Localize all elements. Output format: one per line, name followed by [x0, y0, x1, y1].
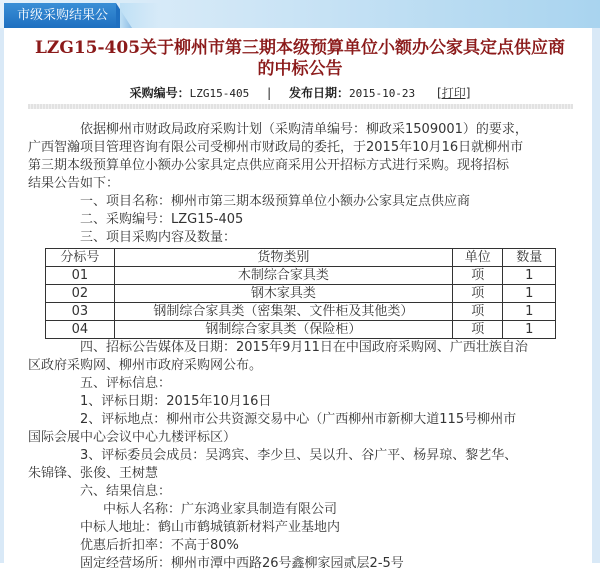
- cell-lot: 02: [46, 285, 115, 303]
- table-row: [46, 267, 556, 285]
- cell-unit: 项: [452, 267, 502, 285]
- table-header-row: [46, 249, 556, 267]
- publish-date-label: 发布日期：: [288, 86, 349, 100]
- fixed-business-site: 固定经营场所：柳州市潭中西路26号鑫柳家园贰层2-5号: [80, 556, 404, 571]
- title-line-1: LZG15-405关于柳州市第三期本级预算单位小额办公家具定点供应商: [34, 38, 566, 58]
- cell-quantity: 1: [503, 267, 556, 285]
- media-line-1: 四、招标公告媒体及日期：2015年9月11日在中国政府采购网、广西壮族自治: [80, 340, 528, 355]
- col-header-quantity: 数量: [503, 249, 556, 267]
- intro-line-3: 第三期本级预算单位小额办公家具定点供应商采用公开招标方式进行采购。现将招标: [28, 158, 510, 173]
- col-header-lot: 分标号: [46, 249, 115, 267]
- cell-quantity: 1: [503, 321, 556, 339]
- cell-category: 钢制综合家具类（密集架、文件柜及其他类）: [114, 303, 452, 321]
- dotted-divider: [28, 104, 573, 109]
- announcement-meta: [0, 84, 600, 101]
- table-row: [46, 303, 556, 321]
- evaluation-location-line-2: 国际会展中心会议中心九楼评标区）: [28, 430, 237, 445]
- cell-quantity: 1: [503, 303, 556, 321]
- table-row: [46, 321, 556, 339]
- evaluation-location-line-1: 2、评标地点：柳州市公共资源交易中心（广西柳州市新柳大道115号柳州市: [80, 412, 517, 427]
- tab-city-procurement-results[interactable]: 市级采购结果公告: [4, 3, 116, 28]
- announcement-body: [28, 121, 568, 573]
- evaluation-date: 1、评标日期：2015年10月16日: [80, 394, 272, 409]
- committee-line-2: 朱锦锋、张俊、王树慧: [28, 466, 159, 481]
- media-line-2: 区政府采购网、柳州市政府采购网公布。: [28, 358, 263, 373]
- winner-name: 中标人名称：广东鸿业家具制造有限公司: [103, 502, 338, 517]
- cell-unit: 项: [452, 303, 502, 321]
- cell-lot: 04: [46, 321, 115, 339]
- evaluation-heading: 五、评标信息：: [80, 376, 172, 391]
- tab-shade: [120, 3, 160, 28]
- cell-quantity: 1: [503, 285, 556, 303]
- cell-category: 钢木家具类: [114, 285, 452, 303]
- meta-separator: |: [267, 86, 272, 100]
- intro-line-4: 结果公告如下：: [28, 176, 120, 191]
- page-title: [20, 38, 580, 80]
- project-name: 一、项目名称：柳州市第三期本级预算单位小额办公家具定点供应商: [80, 194, 471, 209]
- intro-line-1: 依据柳州市财政局政府采购计划（采购清单编号：柳政采1509001）的要求，: [80, 122, 528, 137]
- cell-lot: 03: [46, 303, 115, 321]
- cell-category: 木制综合家具类: [114, 267, 452, 285]
- result-heading: 六、结果信息：: [80, 484, 172, 499]
- cell-category: 钢制综合家具类（保险柜）: [114, 321, 452, 339]
- discount-rate: 优惠后折扣率：不高于80%: [80, 538, 239, 553]
- table-row: [46, 285, 556, 303]
- cell-unit: 项: [452, 321, 502, 339]
- procurement-code-value: LZG15-405: [189, 87, 250, 100]
- col-header-category: 货物类别: [114, 249, 452, 267]
- procurement-number: 二、采购编号：LZG15-405: [80, 212, 244, 227]
- publish-date-value: 2015-10-23: [348, 87, 416, 100]
- committee-line-1: 3、评标委员会成员：吴鸿宾、李少旦、吴以升、谷广平、杨昇琼、黎艺华、: [80, 448, 518, 463]
- print-link[interactable]: [打印]: [437, 86, 471, 100]
- procurement-code-label: 采购编号：: [129, 86, 190, 100]
- lots-table: [45, 248, 556, 339]
- intro-line-2: 广西智瀚项目管理咨询有限公司受柳州市财政局的委托，于2015年10月16日就柳州市: [28, 140, 524, 155]
- title-line-2: 的中标公告: [257, 59, 343, 79]
- winner-address: 中标人地址：鹤山市鹤城镇新材料产业基地内: [80, 520, 341, 535]
- col-header-unit: 单位: [452, 249, 502, 267]
- cell-unit: 项: [452, 285, 502, 303]
- cell-lot: 01: [46, 267, 115, 285]
- procurement-content-heading: 三、项目采购内容及数量：: [80, 230, 237, 245]
